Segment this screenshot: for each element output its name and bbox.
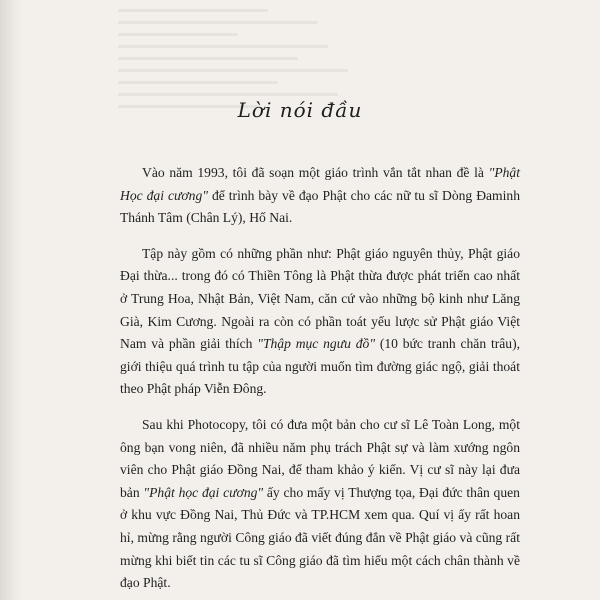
body-text [120, 162, 520, 595]
paragraph-1: Vào năm 1993, tôi đã soạn một giáo trình vắn tắt nhan đề là "Phật Học đại cương" để trình bày về đạo Phật cho các nữ tu sĩ Dòng Đaminh Thánh Tâm (Chân Lý), Hố Nai. [120, 165, 520, 226]
chapter-heading: Lời nói đầu [237, 98, 363, 122]
page-binding-shadow [0, 0, 22, 600]
paragraph-2: Tập này gồm có những phần như: Phật giáo nguyên thủy, Phật giáo Đại thừa... trong đó có Thiền Tông là Phật thừa được phát triển cao nhất ở Trung Hoa, Nhật Bản, Việt Nam, căn cứ vào những bộ kinh như Lăng Già, Kim Cương. Ngoài ra còn có phần toát yếu lược sử Phật giáo Việt Nam và phần giải thích "Thập mục ngưu đồ" (10 bức tranh chăn trâu), giới thiệu quá trình tu tập của người muốn tìm đường giác ngộ, giải thoát theo Phật pháp Viễn Đông. [120, 245, 520, 397]
paragraph-3: Sau khi Photocopy, tôi có đưa một bản cho cư sĩ Lê Toàn Long, một ông bạn vong niên, đã nhiều năm phụ trách Phật sự và làm xướng ngôn viên cho Phật giáo Đồng Nai, để tham khảo ý kiến. Vị cư sĩ này lại đưa bản "Phật học đại cương" ấy cho mấy vị Thượng tọa, Đại đức thân quen ở khu vực Đồng Nai, Thủ Đức và TP.HCM xem qua. Quí vị ấy rất hoan hỉ, mừng rằng người Công giáo đã viết đúng đắn về Phật giáo và cũng rất mừng khi biết tin các tu sĩ Công giáo đã tìm hiểu một cách chân thành về đạo Phật. [120, 416, 520, 591]
ox-herding-title-italic: "Thập mục ngưu đồ" [257, 336, 376, 352]
book-title-italic: "Phật Học đại cương" [120, 165, 520, 203]
book-title-italic: "Phật học đại cương" [143, 484, 264, 500]
